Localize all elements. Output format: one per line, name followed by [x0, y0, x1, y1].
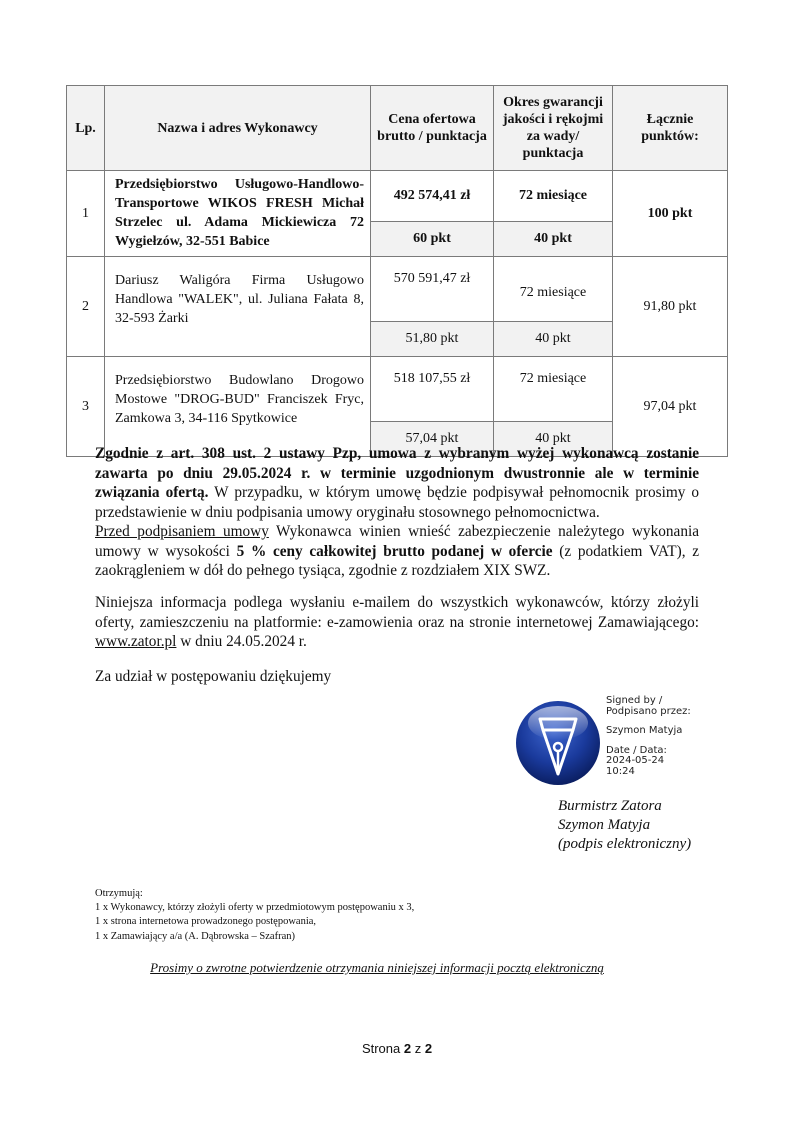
signer-title: Burmistrz Zatora [558, 798, 662, 814]
header-price-label: Cena ofertowa brutto / punktacja [377, 112, 487, 144]
offers-table [66, 85, 728, 457]
header-warranty [494, 86, 613, 171]
proxy-text: W przypadku, w którym umowę będzie podpisywał pełnomocnik prosimy o przedstawienie w dniu podpisania umowy oryginału stosownego pełnomocnictwa. [95, 484, 700, 521]
zator-website-link[interactable]: www.zator.pl [95, 633, 177, 650]
row-total: 91,80 pkt [613, 257, 728, 357]
header-total-label: Łącznie punktów: [641, 112, 699, 144]
row-warranty: 72 miesiące [494, 257, 613, 322]
recipients-list [95, 887, 414, 944]
signature-time: 10:24 [606, 765, 635, 777]
recipient-item: 1 x strona internetowa prowadzonego postępowania, [95, 916, 317, 928]
table-row [67, 171, 728, 222]
row-warranty: 72 miesiące [494, 171, 613, 222]
contract-bold-lead: Zgodnie z art. 308 ust. 2 ustawy Pzp, umowa z wybranym wyżej wykonawcą zostanie zawarta po dniu 29.05.2024 r. w terminie uzgodnionym dwustronnie ale w terminie związania ofertą. [95, 445, 699, 501]
signer-note: (podpis elektroniczny) [558, 836, 692, 852]
signed-by-label-pl: Podpisano przez: [606, 705, 691, 717]
row-total: 100 pkt [613, 171, 728, 257]
thanks-text: Za udział w postępowaniu dziękujemy [95, 668, 332, 685]
header-warranty-label: Okres gwarancji jakości i rękojmi za wady/ punktacja [502, 95, 604, 161]
row-warranty-points: 40 pkt [494, 322, 613, 357]
signature-date: 2024-05-24 [606, 755, 665, 766]
security-bold: 5 % ceny całkowitej brutto podanej w ofercie [236, 542, 553, 560]
before-signing-underlined: Przed podpisaniem umowy [95, 523, 269, 540]
row-price-points: 57,04 pkt [371, 422, 494, 457]
row-price: 570 591,47 zł [371, 257, 494, 322]
security-text-1: Wykonawca winien wnieść zabezpieczenie należytego wykonania umowy w wysokości [95, 523, 700, 560]
row-lp: 3 [67, 357, 105, 457]
signer-name: Szymon Matyja [558, 817, 651, 833]
contract-paragraph [95, 444, 699, 581]
header-total [613, 86, 728, 171]
notification-paragraph [95, 593, 699, 652]
signer-block [558, 797, 691, 854]
signature-signer-name: Szymon Matyja [606, 725, 683, 736]
row-warranty-points: 40 pkt [494, 422, 613, 457]
page-separator: z [411, 1041, 425, 1056]
row-price-points: 60 pkt [371, 222, 494, 257]
signature-info [606, 696, 691, 777]
confirmation-request: Prosimy o zwrotne potwierdzenie otrzymania niniejszej informacji pocztą elektroniczną [150, 960, 604, 975]
fountain-pen-nib-icon [514, 699, 602, 787]
row-contractor-name: Przedsiębiorstwo Budowlano Drogowo Mostowe "DROG-BUD" Franciszek Fryc, Zamkowa 3, 34-116 Spytkowice [105, 357, 371, 457]
row-price: 518 107,55 zł [371, 357, 494, 422]
table-row [67, 357, 728, 422]
row-contractor-name: Przedsiębiorstwo Usługowo-Handlowo-Transportowe WIKOS FRESH Michał Strzelec ul. Adama Mickiewicza 72 Wygiełzów, 32-551 Babice [105, 171, 371, 257]
row-warranty: 72 miesiące [494, 357, 613, 422]
header-lp: Lp. [67, 86, 105, 171]
row-price: 492 574,41 zł [371, 171, 494, 222]
row-lp: 1 [67, 171, 105, 257]
page-number-footer [0, 1041, 794, 1056]
table-row [67, 257, 728, 322]
row-price-points: 51,80 pkt [371, 322, 494, 357]
header-name: Nazwa i adres Wykonawcy [105, 86, 371, 171]
row-lp: 2 [67, 257, 105, 357]
row-contractor-name: Dariusz Waligóra Firma Usługowo Handlowa "WALEK", ul. Juliana Fałata 8, 32-593 Żarki [105, 257, 371, 357]
page-label: Strona [361, 1041, 404, 1056]
recipient-item: 1 x Wykonawcy, którzy złożyli oferty w przedmiotowym postępowaniu x 3, [95, 902, 415, 914]
table-header-row [67, 86, 728, 171]
security-text-2: (z podatkiem VAT), z zaokrągleniem w dół do pełnego tysiąca, zgodnie z rozdziałem XIX SWZ. [95, 542, 700, 579]
recipient-item: 1 x Zamawiający a/a (A. Dąbrowska – Szafran) [95, 930, 295, 942]
total-pages: 2 [424, 1041, 433, 1056]
signature-date-label: Date / Data: [606, 744, 667, 756]
current-page: 2 [403, 1041, 412, 1056]
signed-by-label: Signed by / [606, 695, 663, 706]
row-warranty-points: 40 pkt [494, 222, 613, 257]
notification-text-2: w dniu 24.05.2024 r. [176, 633, 307, 650]
header-price [371, 86, 494, 171]
recipients-label: Otrzymują: [95, 888, 143, 899]
notification-text-1: Niniejsza informacja podlega wysłaniu e-mailem do wszystkich wykonawców, którzy złożyli oferty, zamieszczeniu na platformie: e-zamowienia oraz na stronie internetowej Zamawiającego: [95, 594, 699, 631]
row-total: 97,04 pkt [613, 357, 728, 457]
